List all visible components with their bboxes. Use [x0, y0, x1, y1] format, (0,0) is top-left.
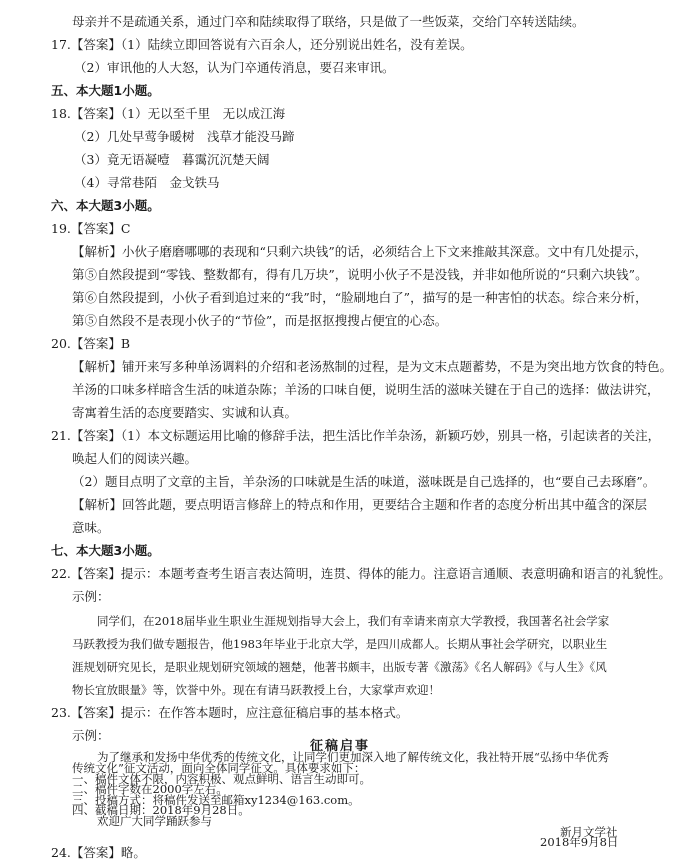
analysis-20: 【解析】铺开来写多种单汤调料的介绍和老汤熬制的过程，是为文末点题蓄势，不是为突出地方饮食的特色。 — [72, 359, 673, 374]
answer-21: 21.【答案】（1）本文标题运用比喻的修辞手法，把生活比作羊杂汤，新颖巧妙，别具一格，引起读者的关注， — [51, 428, 661, 443]
answer-24: 24.【答案】略。 — [51, 845, 146, 860]
text-line: （4）寻常巷陌 金戈铁马 — [74, 175, 220, 190]
text-line: 示例： — [72, 728, 110, 743]
example-speech: 物长宜放眼量》等，饮誉中外。现在有请马跃教授上台，大家掌声欢迎！ — [72, 683, 440, 697]
text-line: 第⑥自然段提到，小伙子看到追过来的“我”时，“脸刷地白了”，描写的是一种害怕的状态。综合来分析， — [72, 290, 648, 305]
section-heading-7: 七、本大题3小题。 — [51, 543, 160, 558]
notice-date: 2018年9月8日 — [540, 835, 619, 849]
answer-20: 20.【答案】B — [51, 336, 131, 351]
text-line: 羊汤的口味多样暗含生活的味道杂陈；羊汤的口味自便，说明生活的滋味关键在于自己的选择：做法讲究， — [72, 382, 660, 397]
notice-closing: 欢迎广大同学踊跃参与 — [97, 814, 212, 828]
analysis-19: 【解析】小伙子磨磨哪哪的表现和“只剩六块钱”的话，必须结合上下文来推敲其深意。文中有几处提示， — [72, 244, 648, 259]
text-line: （2）几处早莺争暖树 浅草才能没马蹄 — [74, 129, 295, 144]
answer-23: 23.【答案】提示：在作答本题时，应注意征稿启事的基本格式。 — [51, 705, 409, 720]
example-speech: 同学们，在2018届毕业生职业生涯规划指导大会上，我们有幸请来南京大学教授，我国著名社会学家 — [97, 614, 610, 628]
text-line: 第⑤自然段不是表现小伙子的“节俭”，而是抠抠搜搜占便宜的心态。 — [72, 313, 448, 328]
answer-22: 22.【答案】提示：本题考查考生语言表达简明，连贯、得体的能力。注意语言通顺、表意明确和语言的礼貌性。 — [51, 566, 671, 581]
section-heading-6: 六、本大题3小题。 — [51, 198, 160, 213]
text-line: 寄寓着生活的态度要踏实、实诚和认真。 — [72, 405, 298, 420]
section-heading-5: 五、本大题1小题。 — [51, 83, 160, 98]
example-speech: 涯规划研究见长，是职业规划研究领域的翘楚，他著书颇丰，出版专著《激荡》《名人解码》《与人生》《风 — [72, 660, 607, 674]
notice-body: 传统文化”征文活动，面向全体同学征文。具体要求如下： — [72, 761, 366, 775]
notice-item: 四、截稿日期：2018年9月28日。 — [72, 803, 250, 817]
text-line: 唤起人们的阅读兴趣。 — [72, 451, 198, 466]
example-speech: 马跃教授为我们做专题报告，他1983年毕业于北京大学，是四川成都人。长期从事社会学研究，以职业生 — [72, 637, 608, 651]
text-line: 示例： — [72, 589, 110, 604]
notice-item: 一、稿件文体不限，内容积极、观点鲜明、语言生动即可。 — [72, 772, 371, 786]
answer-18: 18.【答案】（1）无以至千里 无以成江海 — [51, 106, 286, 121]
text-line: 第⑤自然段提到“零钱、整数都有，得有几万块”，说明小伙子不是没钱，并非如他所说的“只剩六块钱”。 — [72, 267, 648, 282]
text-line: 意味。 — [72, 520, 110, 535]
text-line: （2）审讯他的人大怒，认为门卒通传消息，要召来审讯。 — [74, 60, 395, 75]
notice-signature: 新月文学社 — [560, 825, 618, 839]
text-line: （3）竟无语凝噎 暮霭沉沉楚天阔 — [74, 152, 270, 167]
notice-title: 征稿启事 — [310, 739, 371, 754]
text-line: （2）题目点明了文章的主旨，羊杂汤的口味就是生活的味道，滋味既是自己选择的，也“要自己去琢磨”。 — [72, 474, 656, 489]
notice-item: 二、稿件字数在2000字左右。 — [72, 782, 228, 796]
answer-19: 19.【答案】C — [51, 221, 131, 236]
notice-body: 为了继承和发扬中华优秀的传统文化，让同学们更加深入地了解传统文化，我社特开展“弘扬中华优秀 — [97, 750, 609, 764]
text-line: 母亲并不是疏通关系，通过门卒和陆续取得了联络，只是做了一些饭菜，交给门卒转送陆续。 — [72, 14, 585, 29]
notice-item: 三、投稿方式：将稿件发送至邮箱xy1234@163.com。 — [72, 793, 360, 807]
answer-17: 17.【答案】（1）陆续立即回答说有六百余人，还分别说出姓名，没有差误。 — [51, 37, 473, 52]
analysis-21: 【解析】回答此题，要点明语言修辞上的特点和作用，更要结合主题和作者的态度分析出其中蕴含的深层 — [72, 497, 648, 512]
